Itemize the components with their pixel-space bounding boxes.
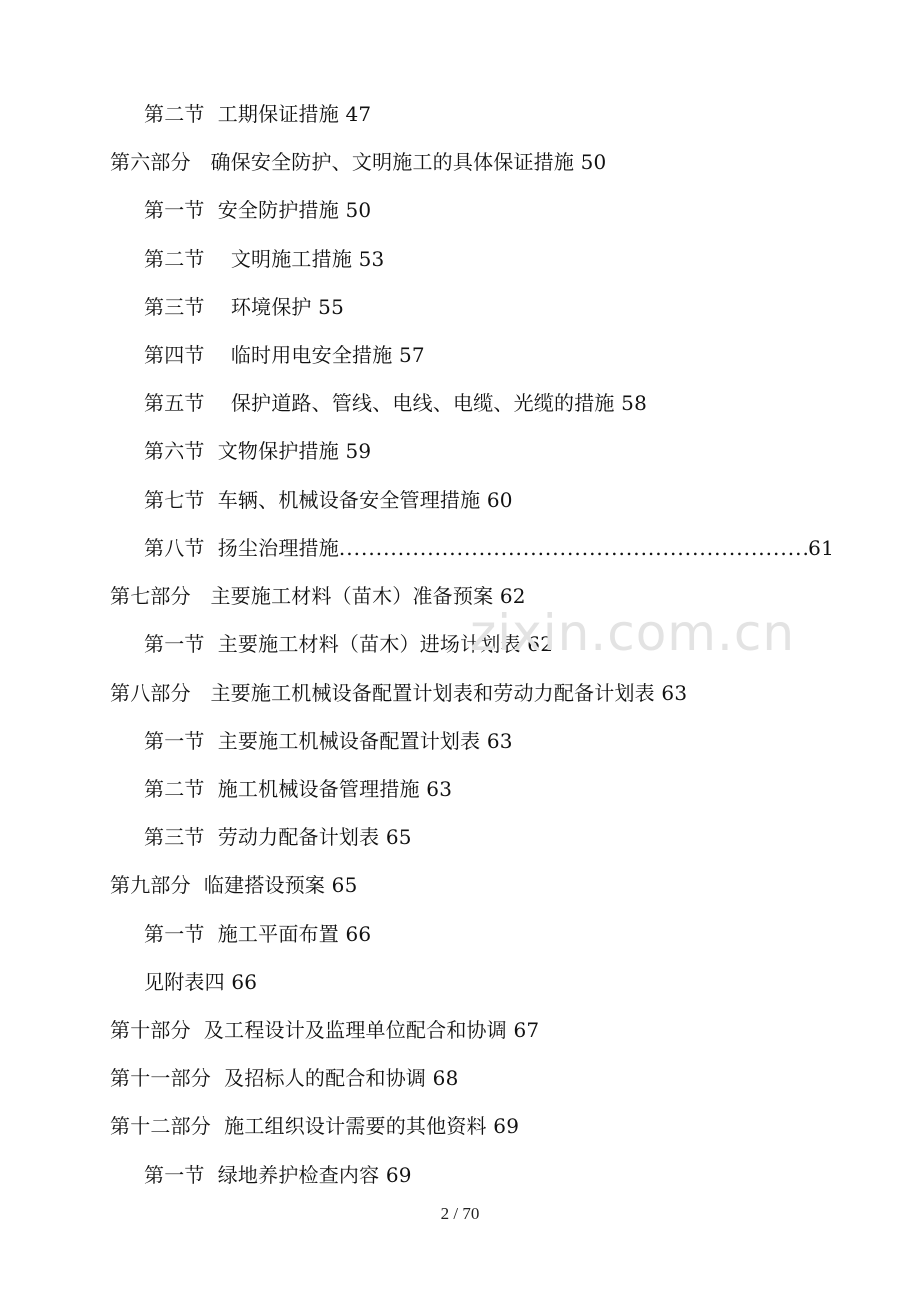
toc-entry-page-number: 61 bbox=[808, 536, 834, 560]
watermark: zixin.com.cn bbox=[470, 604, 796, 662]
toc-entry-section: 第二节 文明施工措施 53 bbox=[144, 247, 385, 271]
toc-entry-section: 第三节 环境保护 55 bbox=[144, 295, 345, 319]
toc-entry-section: 第三节 劳动力配备计划表 65 bbox=[144, 825, 412, 849]
dot-leader bbox=[339, 533, 808, 563]
toc-entry-part: 第十一部分 及招标人的配合和协调 68 bbox=[110, 1066, 459, 1090]
toc-entry-section: 第一节 主要施工机械设备配置计划表 63 bbox=[144, 729, 513, 753]
toc-entry-section: 第一节 施工平面布置 66 bbox=[144, 922, 372, 946]
toc-entry-part: 第七部分 主要施工材料（苗木）准备预案 62 bbox=[110, 584, 526, 608]
toc-entry-part: 第八部分 主要施工机械设备配置计划表和劳动力配备计划表 63 bbox=[110, 681, 688, 705]
toc-entry-section: 第一节 安全防护措施 50 bbox=[144, 198, 372, 222]
toc-entry-section: 第四节 临时用电安全措施 57 bbox=[144, 343, 425, 367]
toc-entry-section-with-leader bbox=[144, 533, 834, 563]
toc-entry-label: 第八节 扬尘治理措施 bbox=[144, 536, 339, 560]
toc-entry-part: 第十二部分 施工组织设计需要的其他资料 69 bbox=[110, 1114, 520, 1138]
toc-entry-section: 第一节 主要施工材料（苗木）进场计划表 62 bbox=[144, 632, 554, 656]
toc-entry-part: 第六部分 确保安全防护、文明施工的具体保证措施 50 bbox=[110, 150, 607, 174]
toc-entry-section: 第五节 保护道路、管线、电线、电缆、光缆的措施 58 bbox=[144, 391, 648, 415]
toc-entry-part: 第十部分 及工程设计及监理单位配合和协调 67 bbox=[110, 1018, 540, 1042]
toc-entry-section: 第一节 绿地养护检查内容 69 bbox=[144, 1163, 412, 1187]
toc-entry-section: 第二节 工期保证措施 47 bbox=[144, 102, 372, 126]
toc-entry-note: 见附表四 66 bbox=[144, 970, 258, 994]
page-number: 2 / 70 bbox=[440, 1204, 480, 1223]
toc-entry-section: 第二节 施工机械设备管理措施 63 bbox=[144, 777, 453, 801]
toc-entry-section: 第七节 车辆、机械设备安全管理措施 60 bbox=[144, 488, 513, 512]
toc-entry-part: 第九部分 临建搭设预案 65 bbox=[110, 873, 358, 897]
toc-entry-section: 第六节 文物保护措施 59 bbox=[144, 439, 372, 463]
